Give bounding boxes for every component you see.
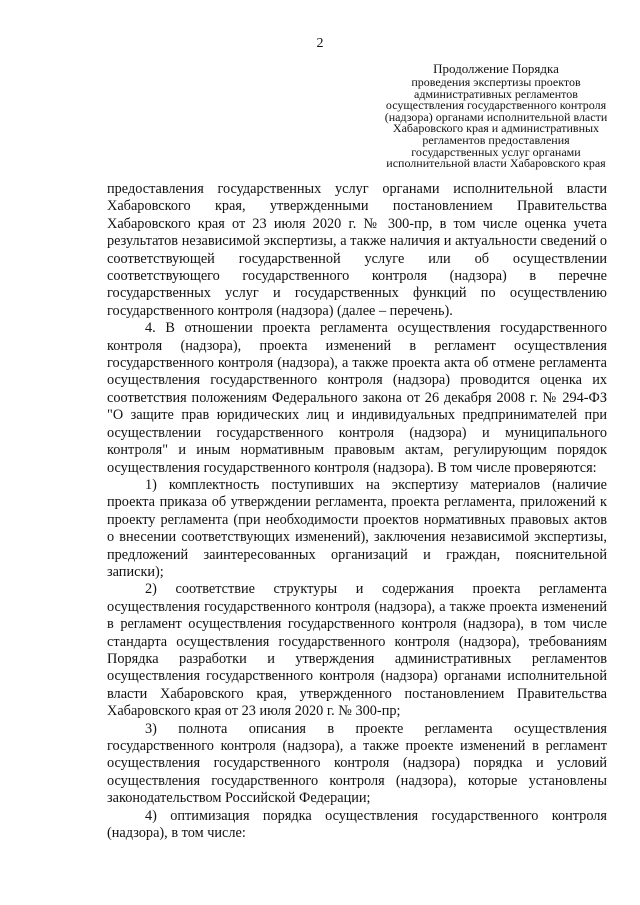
paragraph-item-4: 4. В отношении проекта регламента осуществления государственного контроля (надзора), проекта изменений в регламент осуществления государственного контроля (надзора), а также проекта акта об отмене регламента осуществления государственного контроля (надзора) проводится оценка их соответствия положениям Федерального закона от 26 декабря 2008 г. № 294-ФЗ "О защите прав юридических лиц и индивидуальных предпринимателей при осуществлении государственного контроля (надзора) и муниципального контроля" и иным нормативным правовым актам, регулирующим порядок осуществления государственного контроля (надзора). В том числе проверяются:	[107, 320, 607, 476]
continuation-title: Продолжение Порядка	[433, 61, 559, 76]
page-number: 2	[316, 36, 324, 51]
paragraph-subitem-2: 2) соответствие структуры и содержания проекта регламента осуществления государственного контроля (надзора), а также проекта изменений в регламент осуществления государственного контроля (надзора), в том числе стандарта осуществления государственного контроля (надзора), требованиям Порядка разработки и утверждения административных регламентов осуществления государственного контроля (надзора) органами исполнительной власти Хабаровского края, утвержденного постановлением Правительства Хабаровского края от 23 июля 2020 г. № 300-пр;	[107, 581, 607, 720]
paragraph-subitem-1: 1) комплектность поступивших на экспертизу материалов (наличие проекта приказа об утверждении регламента, проекта регламента, приложений к проекту регламента (при необходимости проектов нормативных правовых актов о внесении соответствующих изменений), заключения независимой экспертизы, предложений заинтересованных организаций и граждан, пояснительной записки);	[107, 476, 607, 580]
continuation-header	[384, 62, 608, 170]
paragraph-subitem-4: 4) оптимизация порядка осуществления государственного контроля (надзора), в том числе:	[107, 807, 607, 842]
paragraph-continued: предоставления государственных услуг органами исполнительной власти Хабаровского края, утвержденными постановлением Правительства Хабаровского края от 23 июля 2020 г. № 300-пр, в том числе оценка учета результатов независимой экспертизы, а также наличия и актуальности сведений о соответствующей государственной услуге или об осуществлении соответствующего государственного контроля (надзора) в перечне государственных услуг и государственных функций по осуществлению государственного контроля (надзора) (далее – перечень).	[107, 181, 607, 319]
paragraph-subitem-3: 3) полнота описания в проекте регламента осуществления государственного контроля (надзора), а также проекте изменений в регламент осуществления государственного контроля (надзора) порядка и условий осуществления государственного контроля (надзора), которые установлены законодательством Российской Федерации;	[107, 720, 607, 807]
document-body	[107, 181, 607, 842]
continuation-text: проведения экспертизы проектов административных регламентов осуществления государственного контроля (надзора) органами исполнительной власти Хабаровского края и административных регламентов предоставления государственных услуг органами исполнительной власти Хабаровского края	[384, 75, 608, 171]
